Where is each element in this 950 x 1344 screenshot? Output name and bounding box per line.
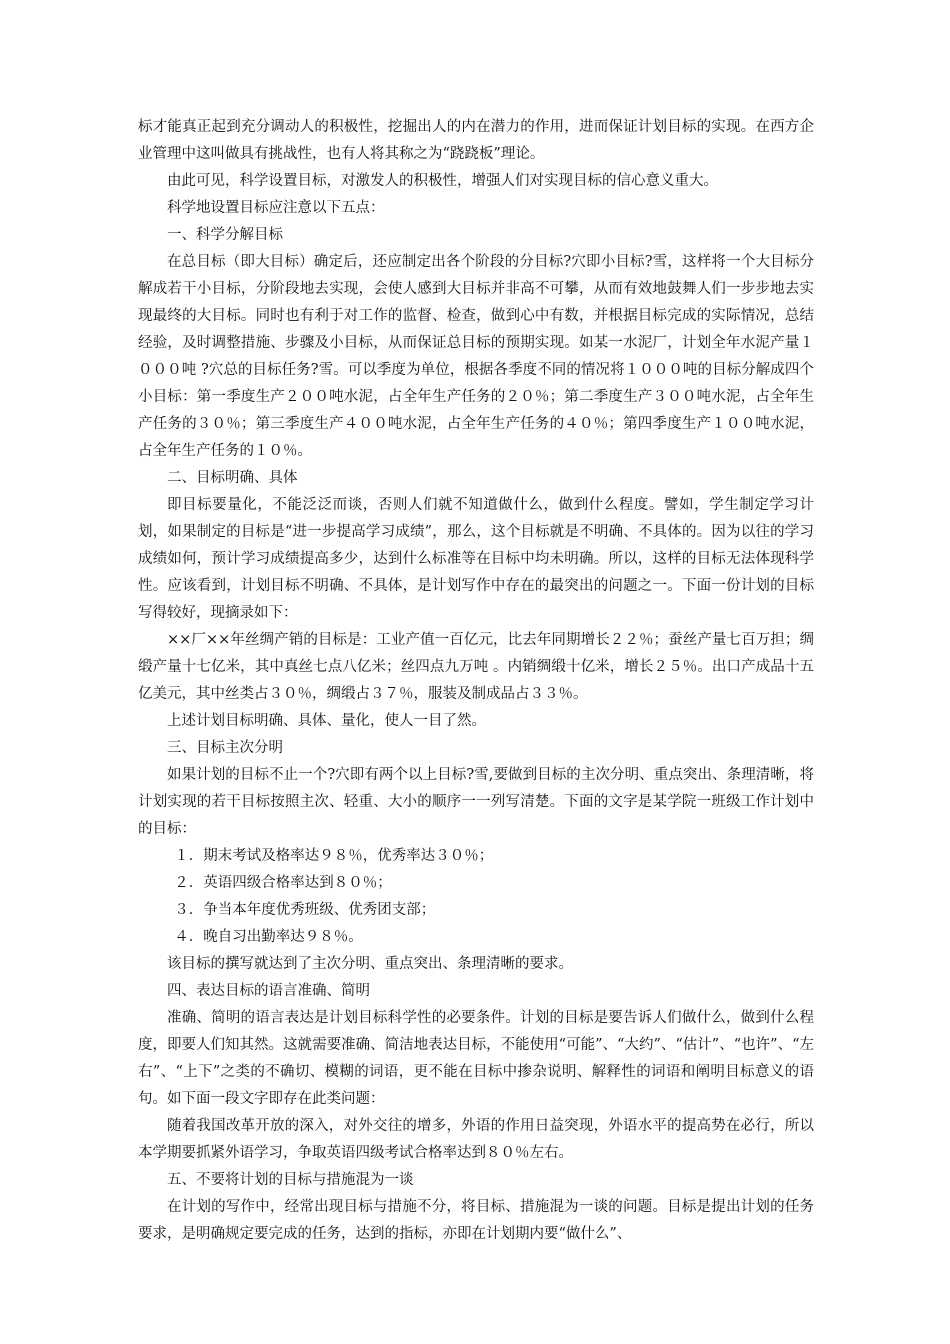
list-item: ４．晚自习出勤率达９８％。: [174, 929, 363, 945]
paragraph: 如果计划的目标不止一个?穴即有两个以上目标?雪,要做到目标的主次分明、重点突出、条理清晰，将计划实现的若干目标按照主次、轻重、大小的顺序一一列写清楚。下面的文字是某学院一班级工作计划中的目标：: [138, 767, 814, 837]
paragraph: ××厂××年丝绸产销的目标是：工业产值一百亿元，比去年同期增长２２％；蚕丝产量七百万担；绸缎产量十七亿米，其中真丝七点八亿米；丝四点九万吨 。内销绸缎十亿米，增长２５％。出口产成品十五亿美元，其中丝类占３０％，绸缎占３７％，服装及制成品占３３％。: [138, 632, 814, 702]
paragraph: 该目标的撰写就达到了主次分明、重点突出、条理清晰的要求。: [167, 956, 573, 972]
paragraph: 标才能真正起到充分调动人的积极性，挖掘出人的内在潜力的作用，进而保证计划目标的实现。在西方企业管理中这叫做具有挑战性，也有人将其称之为“跷跷板”理论。: [138, 119, 814, 162]
section-heading: 科学地设置目标应注意以下五点：: [167, 200, 385, 216]
section-heading: 四、表达目标的语言准确、简明: [167, 983, 370, 999]
section-heading: 三、目标主次分明: [167, 740, 283, 756]
section-heading: 一、科学分解目标: [167, 227, 283, 243]
paragraph: 随着我国改革开放的深入，对外交往的增多，外语的作用日益突现，外语水平的提高势在必行，所以本学期要抓紧外语学习，争取英语四级考试合格率达到８０％左右。: [138, 1118, 814, 1161]
paragraph: 上述计划目标明确、具体、量化，使人一目了然。: [167, 713, 486, 729]
document-body: [138, 114, 814, 1248]
list-item: １．期末考试及格率达９８％，优秀率达３０％；: [174, 848, 494, 864]
paragraph: 在总目标（即大目标）确定后，还应制定出各个阶段的分目标?穴即小目标?雪，这样将一个大目标分解成若干小目标，分阶段地去实现，会使人感到大目标并非高不可攀，从而有效地鼓舞人们一步步地去实现最终的大目标。同时也有利于对工作的监督、检查，做到心中有数，并根据目标完成的实际情况，总结经验，及时调整措施、步骤及小目标，从而保证总目标的预期实现。如某一水泥厂，计划全年水泥产量１０００吨 ?穴总的目标任务?雪。可以季度为单位，根据各季度不同的情况将１０００吨的目标分解成四个小目标：第一季度生产２００吨水泥，占全年生产任务的２０％；第二季度生产３００吨水泥，占全年生产任务的３０％；第三季度生产４００吨水泥，占全年生产任务的４０％；第四季度生产１００吨水泥，占全年生产任务的１０％。: [138, 254, 814, 459]
list-item: ３．争当本年度优秀班级、优秀团支部；: [174, 902, 436, 918]
section-heading: 五、不要将计划的目标与措施混为一谈: [167, 1172, 414, 1188]
paragraph: 在计划的写作中，经常出现目标与措施不分，将目标、措施混为一谈的问题。目标是提出计划的任务要求，是明确规定要完成的任务，达到的指标，亦即在计划期内要“做什么”、: [138, 1199, 814, 1242]
paragraph: 由此可见，科学设置目标，对激发人的积极性，增强人们对实现目标的信心意义重大。: [167, 173, 718, 189]
list-item: ２．英语四级合格率达到８０％；: [174, 875, 392, 891]
section-heading: 二、目标明确、具体: [167, 470, 298, 486]
paragraph: 准确、简明的语言表达是计划目标科学性的必要条件。计划的目标是要告诉人们做什么，做到什么程度，即要人们知其然。这就需要准确、简洁地表达目标，不能使用“可能”、“大约”、“估计”、“也许”、“左右”、“上下”之类的不确切、模糊的词语，更不能在目标中掺杂说明、解释性的词语和阐明目标意义的语句。如下面一段文字即存在此类问题：: [138, 1010, 814, 1107]
paragraph: 即目标要量化，不能泛泛而谈，否则人们就不知道做什么，做到什么程度。譬如，学生制定学习计划，如果制定的目标是“进一步提高学习成绩”，那么，这个目标就是不明确、不具体的。因为以往的学习成绩如何，预计学习成绩提高多少，达到什么标准等在目标中均未明确。所以，这样的目标无法体现科学性。应该看到，计划目标不明确、不具体，是计划写作中存在的最突出的问题之一。下面一份计划的目标写得较好，现摘录如下：: [138, 497, 814, 621]
